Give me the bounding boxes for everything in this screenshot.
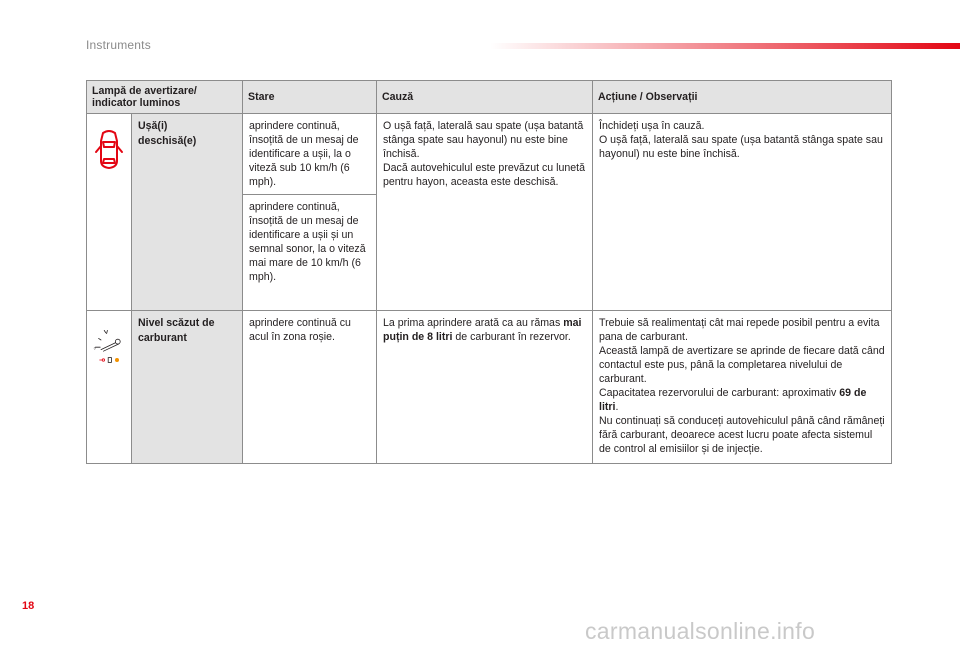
column-header-action: Acțiune / Observații <box>593 81 892 114</box>
page-number: 18 <box>22 600 35 612</box>
table-row <box>87 311 892 464</box>
action-cell: Închideți ușa în cauză. O ușă față, laterală sau spate (ușa batantă stânga spate sau hayonul) nu este bine închisă. <box>593 114 892 311</box>
door-open-warning-icon <box>94 127 124 173</box>
action-cell: Trebuie să realimentați cât mai repede posibil pentru a evita pana de carburant. Această lampă de avertizare se aprinde de fiecare dată când contactul este pus, până la completarea nivelului de carburant. Capacitatea rezervorului de carburant: aproximativ 69 de litri. Nu continuați să conduceți autovehiculul până când rămâneți fără carburant, deoarece acest lucru poate afecta sistemul de control al emisiilor și de injecție. <box>593 311 892 464</box>
svg-text:0: 0 <box>93 346 96 351</box>
table-row <box>87 114 892 195</box>
state-cell: aprindere continuă cu acul în zona roșie. <box>243 311 377 464</box>
cause-cell: O ușă față, laterală sau spate (ușa batantă stânga spate sau hayonul) nu este bine închisă. Dacă autovehiculul este prevăzut cu lunetă pentru hayon, aceasta este deschisă. <box>377 114 593 311</box>
lamp-icon-cell <box>87 114 132 311</box>
column-header-state: Stare <box>243 81 377 114</box>
fuel-gauge-icon <box>93 322 125 374</box>
header-accent-bar <box>490 43 960 49</box>
state-cell: aprindere continuă, însoțită de un mesaj de identificare a ușii, la o viteză sub 10 km/h (6 mph). <box>243 114 377 195</box>
lamp-name-door-open: Ușă(i) deschisă(e) <box>132 114 243 311</box>
warning-lamps-table <box>86 80 892 464</box>
table-header-row <box>87 81 892 114</box>
column-header-cause: Cauză <box>377 81 593 114</box>
watermark: carmanualsonline.info <box>585 618 816 644</box>
section-title: Instruments <box>86 38 151 52</box>
column-header-lamp: Lampă de avertizare/ indicator luminos <box>87 81 243 114</box>
state-cell: aprindere continuă, însoțită de un mesaj de identificare a ușii și un semnal sonor, la o viteză mai mare de 10 km/h (6 mph). <box>243 195 377 311</box>
lamp-icon-cell <box>87 311 132 464</box>
lamp-name-low-fuel: Nivel scăzut de carburant <box>132 311 243 464</box>
cause-cell: La prima aprindere arată ca au rămas mai puțin de 8 litri de carburant în rezervor. <box>377 311 593 464</box>
